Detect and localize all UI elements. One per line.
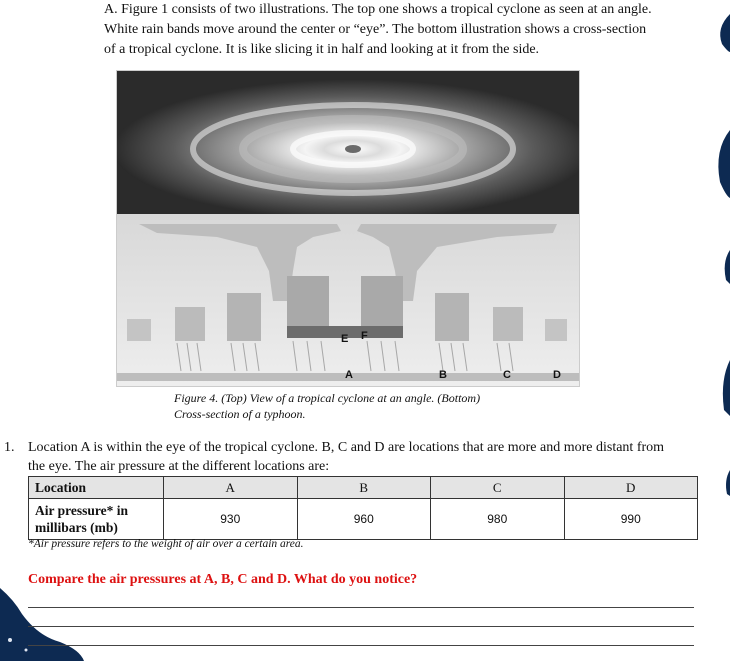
label-c: C bbox=[503, 369, 511, 381]
intro-line-3: of a tropical cyclone. It is like slicing it in half and looking at it from the side. bbox=[104, 42, 540, 57]
table-row bbox=[29, 499, 698, 540]
label-f: F bbox=[361, 330, 368, 342]
value-a: 930 bbox=[164, 499, 298, 540]
label-e: E bbox=[341, 333, 349, 345]
comparison-prompt: Compare the air pressures at A, B, C and D. What do you notice? bbox=[28, 572, 418, 587]
cyclone-eye bbox=[345, 145, 361, 153]
table-header-row bbox=[29, 477, 698, 499]
deco-blob-right-4 bbox=[723, 360, 730, 416]
header-location-d: D bbox=[564, 477, 698, 499]
row-label-air-pressure bbox=[29, 499, 164, 540]
header-location: Location bbox=[29, 477, 164, 499]
answer-line-2[interactable] bbox=[28, 626, 694, 627]
intro-line-1: A. Figure 1 consists of two illustrations. The top one shows a tropical cyclone as seen at an angle. bbox=[104, 2, 652, 17]
cyclone-top-view bbox=[117, 71, 579, 219]
deco-blob-right-2 bbox=[718, 130, 730, 198]
typhoon-illustration bbox=[117, 71, 579, 386]
deco-blob-right-1 bbox=[720, 14, 730, 52]
question-line-1: Location A is within the eye of the tropical cyclone. B, C and D are locations that are more and more distant from bbox=[28, 440, 665, 455]
label-a: A bbox=[345, 369, 353, 381]
question-1 bbox=[4, 438, 704, 476]
caption-line-1: Figure 4. (Top) View of a tropical cyclone at an angle. (Bottom) bbox=[174, 391, 481, 405]
header-location-b: B bbox=[297, 477, 431, 499]
caption-line-2: Cross-section of a typhoon. bbox=[174, 407, 306, 421]
air-pressure-table bbox=[28, 476, 698, 540]
header-location-a: A bbox=[164, 477, 298, 499]
header-location-c: C bbox=[431, 477, 565, 499]
deco-blob-right-3 bbox=[725, 250, 730, 284]
figure-caption bbox=[174, 390, 594, 422]
cyclone-cross-section bbox=[117, 214, 579, 386]
label-d: D bbox=[553, 369, 561, 381]
intro-paragraph bbox=[104, 0, 704, 60]
value-d: 990 bbox=[564, 499, 698, 540]
deco-blob-bottom-left bbox=[0, 588, 84, 661]
label-b: B bbox=[439, 369, 447, 381]
row-label-line-1: Air pressure* in bbox=[35, 503, 129, 518]
typhoon-figure bbox=[116, 70, 580, 387]
question-line-2: the eye. The air pressure at the different locations are: bbox=[28, 459, 330, 474]
answer-line-3[interactable] bbox=[28, 645, 694, 646]
answer-line-1[interactable] bbox=[28, 607, 694, 608]
footnote: *Air pressure refers to the weight of air over a certain area. bbox=[28, 538, 304, 550]
value-b: 960 bbox=[297, 499, 431, 540]
row-label-line-2: millibars (mb) bbox=[35, 520, 118, 535]
question-number: 1. bbox=[4, 440, 15, 455]
value-c: 980 bbox=[431, 499, 565, 540]
intro-line-2: White rain bands move around the center or “eye”. The bottom illustration shows a cross-section bbox=[104, 22, 647, 37]
deco-blob-right-5 bbox=[726, 470, 730, 496]
